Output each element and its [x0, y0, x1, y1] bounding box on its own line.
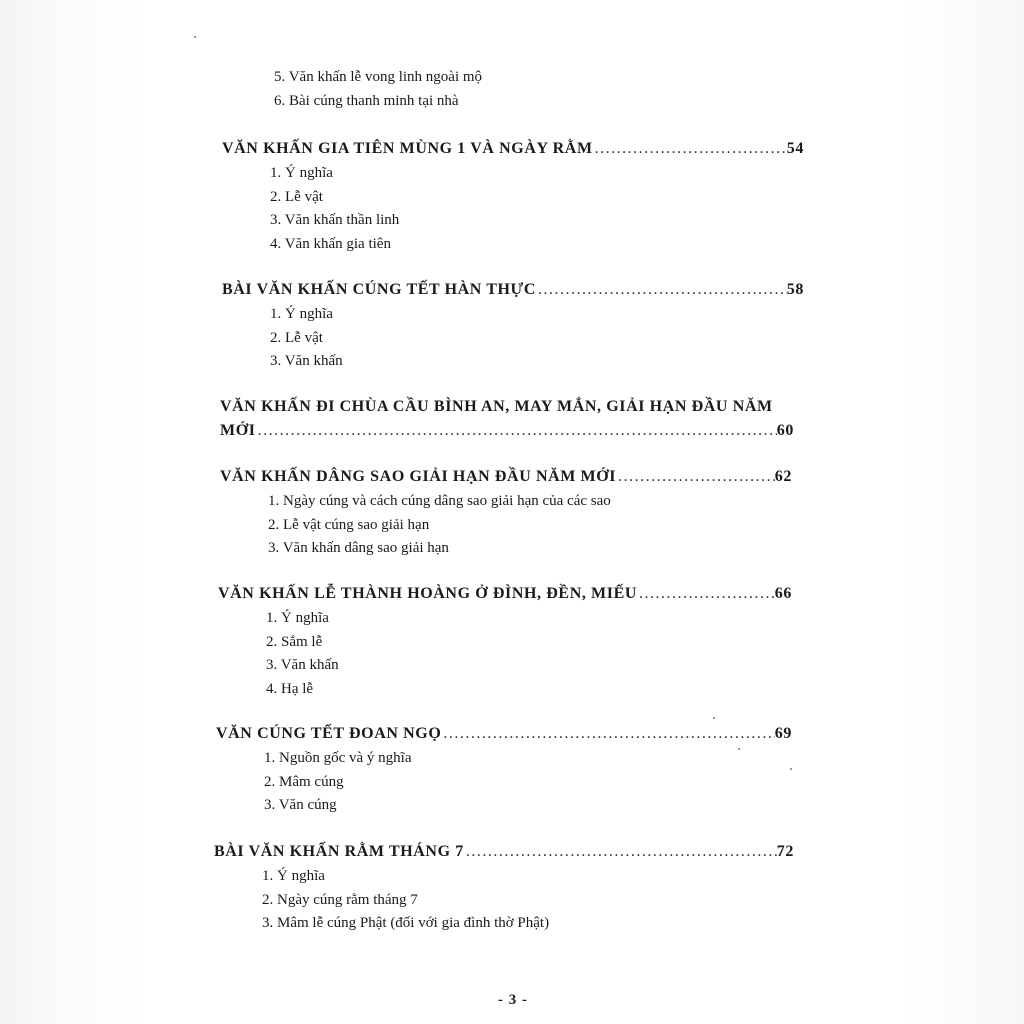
- dot-leader: [593, 138, 787, 160]
- toc-page-number: 62: [774, 468, 792, 485]
- toc-item: 1. Ý nghĩa: [266, 610, 329, 626]
- dot-leader: [464, 841, 777, 863]
- toc-item: 2. Lễ vật: [270, 329, 323, 346]
- toc-heading-title-cont: MỚI: [220, 422, 256, 439]
- toc-item: 1. Nguồn gốc và ý nghĩa: [264, 750, 412, 766]
- toc-item: 3. Văn khấn dâng sao giải hạn: [268, 540, 449, 556]
- toc-section: [220, 396, 794, 442]
- toc-item: 1. Ý nghĩa: [262, 868, 325, 884]
- toc-item: 6. Bài cúng thanh minh tại nhà: [274, 92, 459, 109]
- toc-item: 5. Văn khấn lễ vong linh ngoài mộ: [274, 69, 483, 85]
- toc-section: [216, 723, 792, 818]
- toc-item-list: [274, 66, 802, 113]
- toc-section: [214, 841, 794, 936]
- scan-shadow-left: [0, 0, 150, 1024]
- dot-leader: [637, 583, 775, 605]
- toc-heading: [222, 279, 804, 301]
- toc-page-number: 72: [776, 843, 794, 860]
- toc-item-list: [264, 747, 792, 818]
- toc-item-list: [270, 162, 804, 256]
- toc-section: [222, 138, 804, 256]
- toc-item: 2. Mâm cúng: [264, 773, 344, 790]
- scan-speck: [713, 717, 715, 719]
- toc-page-number: 66: [774, 585, 792, 602]
- dot-leader: [536, 279, 787, 301]
- toc-item: 3. Văn khấn thần linh: [270, 212, 400, 228]
- toc-item: 3. Văn khấn: [266, 657, 339, 673]
- toc-heading: [220, 420, 794, 442]
- toc-page-number: 60: [776, 422, 794, 439]
- dot-leader: [616, 466, 775, 488]
- toc-heading-title: BÀI VĂN KHẤN CÚNG TẾT HÀN THỰC: [222, 281, 537, 298]
- toc-heading-title: VĂN KHẤN DÂNG SAO GIẢI HẠN ĐẦU NĂM MỚI: [220, 468, 617, 485]
- toc-heading-title: VĂN KHẤN LỄ THÀNH HOÀNG Ở ĐÌNH, ĐỀN, MIẾU: [218, 585, 637, 602]
- toc-section: [220, 466, 792, 561]
- toc-heading-title: VĂN CÚNG TẾT ĐOAN NGỌ: [216, 725, 442, 742]
- toc-heading-title: VĂN KHẤN ĐI CHÙA CẦU BÌNH AN, MAY MẮN, GIẢI HẠN ĐẦU NĂM: [220, 398, 773, 415]
- dot-leader: [256, 420, 777, 442]
- scan-speck: [194, 36, 196, 38]
- toc-continuation: [220, 64, 802, 113]
- toc-item: 3. Văn cúng: [264, 797, 337, 813]
- toc-heading-title: VĂN KHẤN GIA TIÊN MÙNG 1 VÀ NGÀY RẰM: [222, 140, 593, 157]
- toc-heading: [218, 583, 792, 605]
- toc-item: 2. Lễ vật cúng sao giải hạn: [268, 516, 430, 533]
- toc-item: 4. Văn khấn gia tiên: [270, 235, 391, 252]
- toc-item: 2. Lễ vật: [270, 188, 323, 205]
- toc-item: 2. Sắm lễ: [266, 633, 323, 650]
- toc-item: 3. Mâm lễ cúng Phật (đối với gia đình thờ Phật): [262, 915, 550, 931]
- page-number-footer: - 3 -: [498, 992, 528, 1008]
- toc-heading-title: BÀI VĂN KHẤN RẰM THÁNG 7: [214, 843, 464, 860]
- toc-section: [218, 583, 792, 701]
- toc-item: 1. Ngày cúng và cách cúng dâng sao giải hạn của các sao: [268, 493, 611, 509]
- toc-item: 4. Hạ lễ: [266, 680, 314, 697]
- toc-item: 1. Ý nghĩa: [270, 306, 333, 322]
- toc-item: 1. Ý nghĩa: [270, 165, 333, 181]
- toc-item: 3. Văn khấn: [270, 353, 343, 369]
- toc-heading: [214, 841, 794, 863]
- toc-item-list: [268, 490, 792, 561]
- scan-shadow-right: [904, 0, 1024, 1024]
- toc-item-list: [266, 607, 792, 701]
- toc-heading: [222, 138, 804, 160]
- toc-heading: [216, 723, 792, 745]
- dot-leader: [441, 723, 774, 745]
- toc-page-number: 58: [786, 281, 804, 298]
- toc-page-number: 69: [774, 725, 792, 742]
- toc-item-list: [262, 865, 794, 936]
- toc-page-number: 54: [786, 140, 804, 157]
- toc-heading: [220, 466, 792, 488]
- toc-item-list: [270, 303, 804, 374]
- toc-section: [222, 279, 804, 374]
- toc-item: 2. Ngày cúng rằm tháng 7: [262, 891, 418, 908]
